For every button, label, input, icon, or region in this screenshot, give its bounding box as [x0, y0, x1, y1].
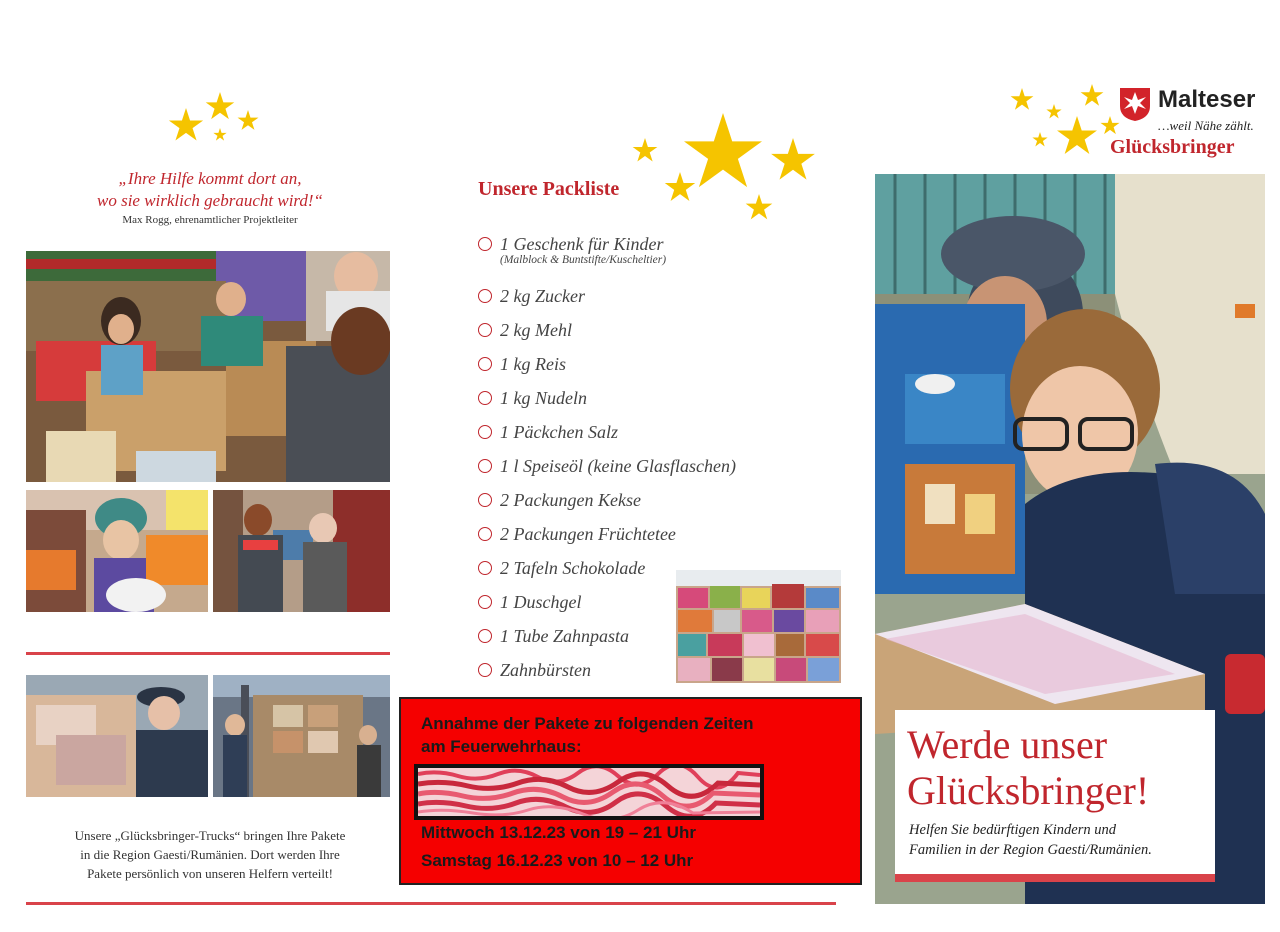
cover-heading-line-1: Werde unser	[907, 722, 1108, 767]
star-icon	[1010, 88, 1034, 112]
brand-subtitle: Glücksbringer	[1110, 136, 1235, 158]
packlist-item-label: 2 Packungen Kekse	[500, 490, 641, 510]
notice-line-2: am Feuerwehrhaus:	[421, 737, 582, 756]
packlist-item	[478, 454, 798, 488]
packlist-item-label: 1 kg Reis	[500, 354, 566, 374]
cover-text	[909, 820, 1209, 860]
photo-volunteer-and-elder	[213, 490, 390, 612]
star-icon	[237, 110, 259, 132]
packlist-item	[478, 232, 798, 284]
checkbox-circle-icon	[478, 527, 492, 541]
checkbox-circle-icon	[478, 663, 492, 677]
star-icon	[1056, 116, 1098, 158]
checkbox-circle-icon	[478, 629, 492, 643]
packlist-item	[478, 420, 798, 454]
brand-tagline: …weil Nähe zählt.	[1158, 118, 1254, 133]
checkbox-circle-icon	[478, 561, 492, 575]
truck-caption	[30, 826, 390, 883]
quote-line-1: „Ihre Hilfe kommt dort an,	[118, 169, 302, 188]
star-icon	[205, 92, 235, 122]
packlist-item-label: 2 Packungen Früchtetee	[500, 524, 676, 544]
packlist-title: Unsere Packliste	[478, 178, 620, 200]
caption-line-2: in die Region Gaesti/Rumänien. Dort werden Ihre	[80, 847, 340, 862]
redacted-address	[414, 764, 764, 820]
star-icon	[1080, 84, 1104, 108]
checkbox-circle-icon	[478, 237, 492, 251]
photo-loading-truck	[213, 675, 390, 797]
caption-line-3: Pakete persönlich von unseren Helfern verteilt!	[87, 866, 333, 881]
checkbox-circle-icon	[478, 595, 492, 609]
star-icon	[770, 138, 816, 184]
star-icon	[664, 172, 696, 204]
star-icon	[1032, 132, 1048, 148]
packlist-item-label: Zahnbürsten	[500, 660, 592, 680]
packlist-item-label: 1 Duschgel	[500, 592, 582, 612]
cover-heading	[907, 722, 1207, 814]
packlist-item-label: 1 Tube Zahnpasta	[500, 626, 630, 646]
quote-author: Max Rogg, ehrenamtlicher Projektleiter	[122, 214, 298, 226]
notice-row-2: Samstag 16.12.23 von 10 – 12 Uhr	[421, 851, 694, 870]
packlist-item-label: 2 kg Zucker	[500, 286, 585, 306]
star-icon	[745, 194, 773, 222]
checkbox-circle-icon	[478, 425, 492, 439]
photo-man-with-packages	[26, 675, 208, 797]
cover-text-line-1: Helfen Sie bedürftigen Kindern und	[909, 822, 1116, 838]
bottom-divider-line	[26, 902, 836, 905]
packlist-item	[478, 386, 798, 420]
star-icon	[213, 128, 227, 142]
packlist-item-label: 1 Geschenk für Kinder	[500, 234, 664, 254]
checkbox-circle-icon	[478, 391, 492, 405]
checkbox-circle-icon	[478, 357, 492, 371]
photo-gift-boxes	[676, 570, 841, 683]
packlist-item-label: 2 Tafeln Schokolade	[500, 558, 646, 578]
packlist-item	[478, 488, 798, 522]
checkbox-circle-icon	[478, 493, 492, 507]
packlist-item-label: 2 kg Mehl	[500, 320, 572, 340]
photo-children-unpacking	[26, 251, 390, 482]
packlist-item-label: 1 Päckchen Salz	[500, 422, 618, 442]
packlist-item-label: 1 kg Nudeln	[500, 388, 587, 408]
photo-boy-with-box	[26, 490, 208, 612]
packlist-item	[478, 284, 798, 318]
cover-text-line-2: Familien in der Region Gaesti/Rumänien.	[909, 842, 1152, 858]
malteser-cross-logo-icon	[1118, 86, 1152, 122]
packlist-item	[478, 522, 798, 556]
star-icon	[1100, 116, 1120, 136]
quote-line-2: wo sie wirklich gebraucht wird!“	[96, 191, 324, 210]
packlist-item-label: 1 l Speiseöl (keine Glasflaschen)	[500, 456, 736, 476]
testimonial-quote	[30, 168, 390, 212]
packlist-item-note: (Malblock & Buntstifte/Kuscheltier)	[500, 254, 667, 266]
packlist-item	[478, 352, 798, 386]
divider-line	[26, 652, 390, 655]
caption-line-1: Unsere „Glücksbringer-Trucks“ bringen Ihre Pakete	[74, 828, 346, 843]
cover-heading-line-2: Glücksbringer!	[907, 768, 1150, 813]
checkbox-circle-icon	[478, 323, 492, 337]
star-icon	[168, 108, 204, 144]
star-icon	[632, 138, 658, 164]
packlist-item	[478, 318, 798, 352]
cover-title-box	[895, 710, 1215, 882]
checkbox-circle-icon	[478, 289, 492, 303]
checkbox-circle-icon	[478, 459, 492, 473]
notice-line-1: Annahme der Pakete zu folgenden Zeiten	[421, 714, 754, 733]
cover-red-bar	[895, 874, 1215, 882]
notice-row-1: Mittwoch 13.12.23 von 19 – 21 Uhr	[421, 823, 696, 842]
brand-name: Malteser	[1158, 86, 1256, 113]
